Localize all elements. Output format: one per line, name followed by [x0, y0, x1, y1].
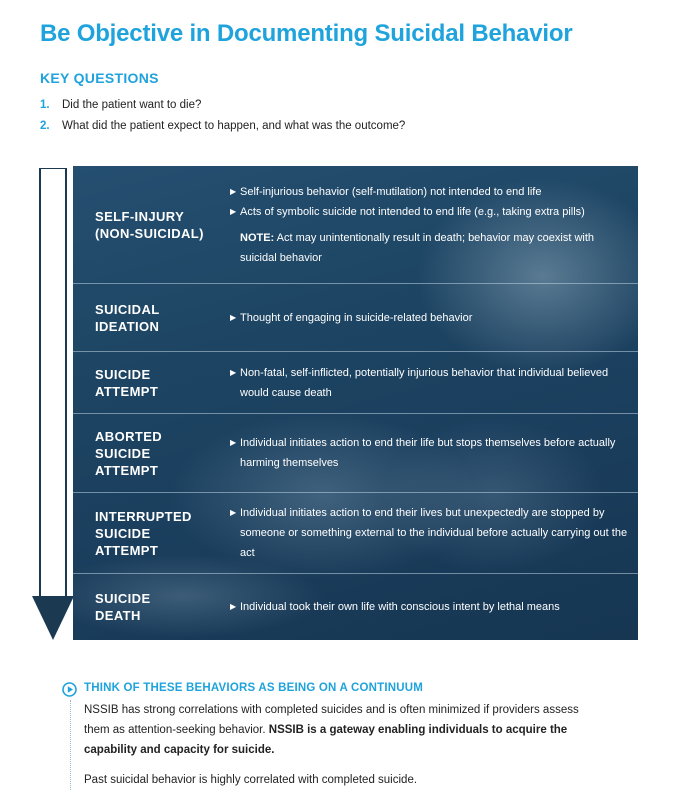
- bullet-item: ▶ Individual took their own life with conscious intent by lethal means: [230, 597, 630, 617]
- triangle-bullet-icon: ▶: [230, 602, 237, 611]
- triangle-bullet-icon: ▶: [230, 438, 237, 447]
- triangle-bullet-icon: ▶: [230, 367, 237, 377]
- behavior-row-suicidal-ideation: [73, 284, 638, 352]
- callout-heading: THINK OF THESE BEHAVIORS AS BEING ON A CONTINUUM: [84, 682, 424, 694]
- behavior-table: [73, 166, 638, 640]
- row-description: [230, 574, 630, 640]
- triangle-bullet-icon: ▶: [230, 312, 237, 322]
- callout-body: [84, 700, 604, 790]
- note-text: NOTE: Act may unintentionally result in death; behavior may coexist with suicidal behavior: [240, 231, 595, 264]
- callout-paragraph: NSSIB has strong correlations with completed suicides and is often minimized if providers assess them as attention-seeking behavior. NSSIB is a gateway enabling individuals to acquire the capability and capacity for suicide.: [84, 704, 579, 756]
- key-questions-list: [40, 94, 405, 136]
- key-question-text: Did the patient want to die?: [62, 98, 202, 111]
- row-label: ABORTED SUICIDE ATTEMPT: [95, 428, 163, 478]
- behavior-row-self-injury: [73, 166, 638, 284]
- triangle-bullet-icon: ▶: [230, 186, 237, 196]
- row-label: INTERRUPTED SUICIDE ATTEMPT: [95, 508, 192, 558]
- behavior-row-suicide-attempt: [73, 352, 638, 414]
- row-description: [230, 284, 630, 351]
- key-questions-heading: KEY QUESTIONS: [40, 70, 159, 86]
- callout-divider: [70, 700, 71, 790]
- bullet-item: ▶ Acts of symbolic suicide not intended to end life (e.g., taking extra pills): [230, 202, 630, 222]
- behavior-row-suicide-death: [73, 574, 638, 640]
- page-title: Be Objective in Documenting Suicidal Behavior: [40, 20, 573, 47]
- key-question-text: What did the patient expect to happen, and what was the outcome?: [62, 119, 406, 132]
- bullet-item: ▶ Non-fatal, self-inflicted, potentially injurious behavior that individual believed would cause death: [230, 363, 630, 403]
- key-question-item: [40, 94, 405, 115]
- triangle-bullet-icon: ▶: [230, 206, 237, 216]
- key-question-number: 1.: [40, 98, 50, 111]
- row-label: SUICIDE ATTEMPT: [95, 366, 159, 399]
- bullet-item: ▶ Thought of engaging in suicide-related behavior: [230, 308, 630, 328]
- row-description: [230, 166, 630, 283]
- row-label: SUICIDAL IDEATION: [95, 301, 160, 334]
- key-question-item: [40, 115, 405, 136]
- play-circle-icon: [62, 682, 77, 697]
- row-description: [230, 414, 630, 492]
- row-label: SUICIDE DEATH: [95, 591, 151, 623]
- row-label: SELF-INJURY (NON-SUICIDAL): [95, 208, 204, 241]
- row-description: [230, 493, 630, 573]
- bullet-item: ▶ Individual initiates action to end their lives but unexpectedly are stopped by someone or something external to the individual before actually carrying out the act: [230, 503, 630, 563]
- continuum-arrow-icon: [32, 168, 74, 643]
- bullet-item: ▶ Self-injurious behavior (self-mutilation) not intended to end life: [230, 182, 630, 202]
- row-description: [230, 352, 630, 413]
- behavior-row-aborted-attempt: [73, 414, 638, 493]
- key-question-number: 2.: [40, 119, 50, 132]
- triangle-bullet-icon: ▶: [230, 508, 237, 517]
- behavior-row-interrupted-attempt: [73, 493, 638, 574]
- bullet-item: ▶ Individual initiates action to end their life but stops themselves before actually harming themselves: [230, 433, 630, 473]
- callout-paragraph: Past suicidal behavior is highly correlated with completed suicide.: [84, 774, 418, 786]
